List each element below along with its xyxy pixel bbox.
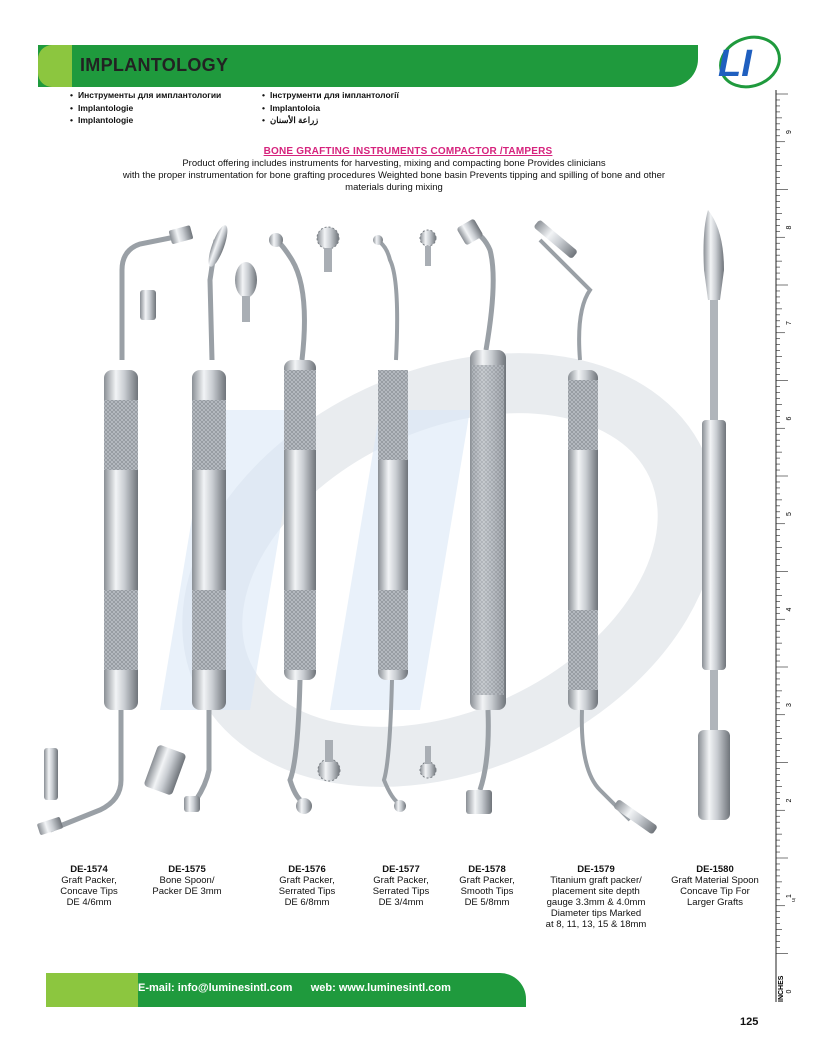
product-desc: gauge 3.3mm & 4.0mm (546, 897, 646, 908)
product-desc: Titanium graft packer/ (550, 875, 642, 886)
ruler-number: 6 (786, 416, 793, 421)
instrument-de-1578 (456, 218, 506, 814)
product-desc: Concave Tips (60, 886, 118, 897)
company-logo (706, 32, 784, 90)
ruler-label: INCHES (778, 975, 785, 1002)
product-caption (356, 864, 446, 908)
product-caption (660, 864, 770, 908)
footer-email[interactable]: E-mail: info@luminesintl.com (138, 982, 293, 994)
product-desc: Serrated Tips (278, 886, 336, 897)
language-item: • Інструменти для імплантології (262, 89, 399, 102)
footer-accent (46, 973, 138, 1007)
ruler-number: 2 (786, 798, 793, 803)
product-desc: Larger Grafts (687, 897, 743, 908)
ruler-number: 0 (786, 989, 793, 994)
description-line: Product offering includes instruments for harvesting, mixing and compacting bone Provides clinicians (182, 158, 606, 169)
description-line: materials during mixing (345, 182, 443, 193)
product-desc: Concave Tip For (680, 886, 750, 897)
product-desc: DE 3/4mm (378, 897, 424, 908)
instrument-de-1574 (37, 225, 194, 835)
section-description (84, 158, 704, 194)
product-desc: Packer DE 3mm (152, 886, 222, 897)
instruments-illustration (20, 200, 760, 860)
product-desc: placement site depth (552, 886, 640, 897)
ruler-number: 7 (786, 321, 793, 325)
instrument-de-1580 (698, 210, 730, 820)
language-item: • Implantoloia (262, 102, 399, 115)
ruler-number: 5 (786, 512, 793, 516)
ruler-number: 1 (786, 894, 793, 898)
product-desc: DE 4/6mm (66, 897, 112, 908)
language-item: • زراعة الأسنان (262, 114, 399, 127)
product-code: DE-1576 (288, 864, 326, 875)
product-desc: Graft Packer, (373, 875, 429, 886)
product-desc: DE 6/8mm (284, 897, 330, 908)
instrument-de-1575 (143, 223, 257, 812)
instrument-de-1576 (269, 227, 340, 814)
header-accent (38, 45, 72, 87)
product-desc: at 8, 11, 13, 15 & 18mm (545, 919, 647, 930)
ruler-number: 3 (786, 703, 793, 707)
instrument-de-1579 (533, 219, 658, 834)
ruler-number: 9 (786, 130, 793, 134)
product-desc: Bone Spoon/ (159, 875, 215, 886)
language-item: • Implantologie (70, 102, 221, 115)
languages-col2 (262, 89, 399, 127)
product-desc: Serrated Tips (372, 886, 430, 897)
footer-contact (138, 982, 451, 994)
product-code: DE-1579 (577, 864, 615, 875)
product-code: DE-1577 (382, 864, 420, 875)
languages-col1 (70, 89, 221, 127)
language-item: • Implantologie (70, 114, 221, 127)
product-code: DE-1575 (168, 864, 206, 875)
description-line: with the proper instrumentation for bone grafting procedures Weighted bone basin Prevents tipping and spilling of bone and other (122, 170, 666, 181)
product-caption (262, 864, 352, 908)
product-desc: Smooth Tips (460, 886, 514, 897)
page-number: 125 (740, 1016, 759, 1028)
product-code: DE-1578 (468, 864, 506, 875)
ruler-unit: in (790, 898, 796, 902)
product-code: DE-1580 (696, 864, 734, 875)
product-caption (44, 864, 134, 908)
product-desc: Graft Packer, (61, 875, 117, 886)
product-desc: Graft Packer, (459, 875, 515, 886)
product-caption (142, 864, 232, 897)
product-caption (442, 864, 532, 908)
product-desc: Diameter tips Marked (550, 908, 642, 919)
product-desc: Graft Material Spoon (671, 875, 759, 886)
product-caption (536, 864, 656, 930)
page-title: IMPLANTOLOGY (80, 55, 229, 75)
product-code: DE-1574 (70, 864, 108, 875)
section-title: BONE GRAFTING INSTRUMENTS COMPACTOR /TAMPERS (263, 146, 553, 157)
instrument-de-1577 (373, 230, 436, 812)
ruler-number: 4 (786, 607, 793, 612)
footer-web[interactable]: web: www.luminesintl.com (310, 982, 451, 994)
inch-ruler (775, 90, 797, 1002)
language-item: • Инструменты для имплантологии (70, 89, 221, 102)
logo-text: LI (718, 43, 752, 85)
product-desc: Graft Packer, (279, 875, 335, 886)
product-desc: DE 5/8mm (464, 897, 510, 908)
ruler-number: 8 (786, 225, 793, 230)
